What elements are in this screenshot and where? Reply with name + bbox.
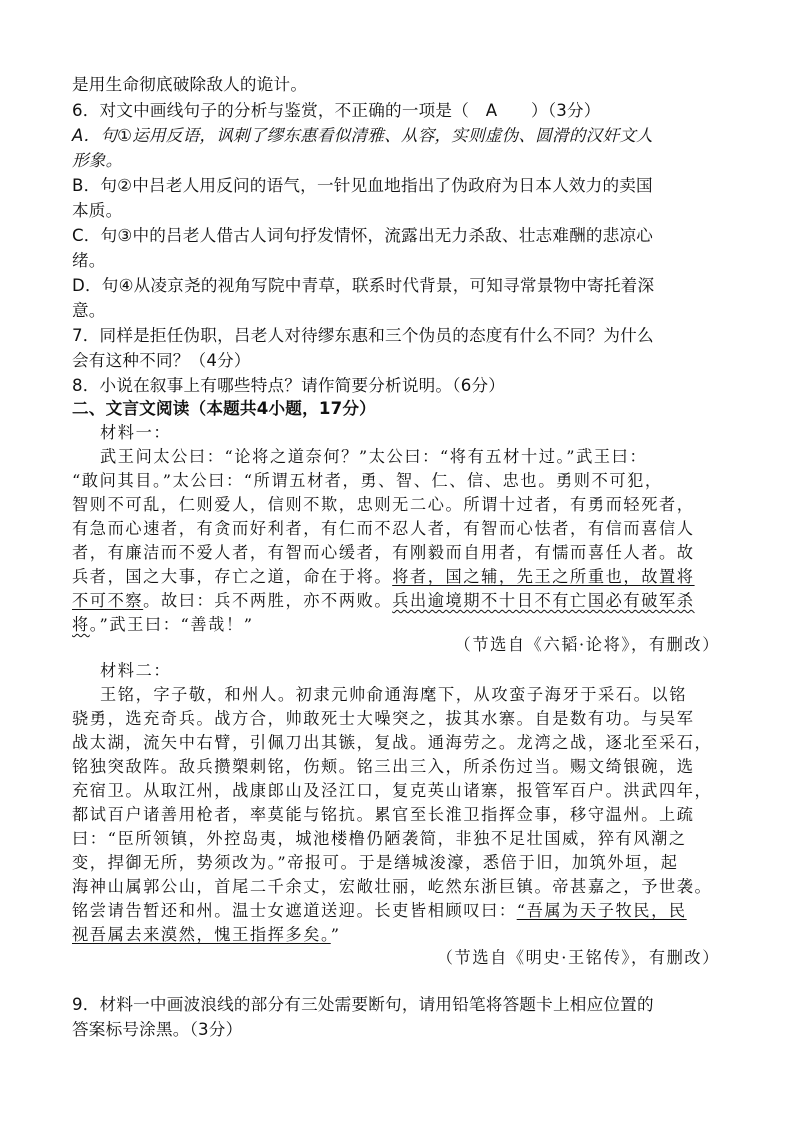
- question-7-cont: 会有这种不同？（4分）: [72, 351, 251, 370]
- plain-text: 。故曰：兵不两胜，亦不两败。: [143, 591, 393, 610]
- wavy-underlined-sentence: 兵出逾境期不十日不有亡国必有破军杀: [392, 591, 695, 610]
- option-b-cont: 本质。: [72, 201, 123, 220]
- passage-line: 曰：“臣所领镇，外控岛夷，城池楼橹仍陋袭简，非独不足壮国威，猝有风潮之: [72, 829, 687, 848]
- underlined-sentence: 不可不察: [72, 591, 144, 610]
- option-b: B．句②中吕老人用反问的语气，一针见血地指出了伪政府为日本人效力的卖国: [72, 176, 653, 195]
- source-citation: （节选自《明史·王铭传》，有删改）: [436, 948, 720, 967]
- wavy-underlined-sentence: 将: [72, 615, 90, 634]
- passage-line: 武王问太公曰：“论将之道奈何？”太公曰：“将有五材十过。”武王曰：: [100, 447, 648, 466]
- option-a-cont: 形象。: [72, 151, 123, 170]
- passage-line: 有急而心速者，有贪而好利者，有仁而不忍人者，有智而心怯者，有信而喜信人: [72, 519, 695, 538]
- underlined-sentence: 将者，国之辅，先王之所重也，故置将: [392, 567, 695, 586]
- underlined-sentence: “吾属为天子牧民，民: [516, 901, 687, 920]
- plain-text: 兵者，国之大事，存亡之道，命在于将。: [72, 567, 393, 586]
- plain-text: 铭尝请告暂还和州。温士女遮道送迎。长吏皆相顾叹曰：: [72, 901, 517, 920]
- question-7: 7．同样是拒任伪职，吕老人对待缪东惠和三个伪员的态度有什么不同？为什么: [72, 326, 654, 345]
- question-6: 6．对文中画线句子的分析与鉴赏，不正确的一项是（ A ）（3分）: [72, 101, 601, 120]
- section-heading: 二、文言文阅读（本题共4小题，17分）: [72, 399, 376, 418]
- text-line: 是用生命彻底破除敌人的诡计。: [72, 75, 308, 94]
- passage-line: 变，捍御无所，势须改为。”帝报可。于是缮城浚濠，悉倍于旧，加筑外垣，起: [72, 853, 679, 872]
- option-c: C．句③中的吕老人借古人词句抒发情怀，流露出无力杀敌、壮志难酬的悲凉心: [72, 226, 654, 245]
- passage-line: 王铭，字子敬，和州人。初隶元帅俞通海麾下，从攻蛮子海牙于采石。以铭: [100, 685, 687, 704]
- plain-text: 。”武王曰：“善哉！”: [89, 615, 254, 634]
- material-1-label: 材料一：: [100, 423, 172, 442]
- passage-line: 海神山属郭公山，首尾二千余丈，宏敞壮丽，屹然东浙巨镇。帝甚嘉之，予世袭。: [72, 877, 713, 896]
- passage-line: 骁勇，选充奇兵。战方合，帅敢死士大噪突之，拔其水寨。自是数有功。与吴军: [72, 709, 695, 728]
- passage-line: 充宿卫。从取江州，战康郎山及泾江口，复克英山诸寨，报管军百户。洪武四年，: [72, 781, 713, 800]
- option-d: D．句④从凌京尧的视角写院中青草，联系时代背景，可知寻常景物中寄托着深: [72, 276, 655, 295]
- passage-line: [72, 565, 695, 589]
- underlined-sentence: 视吾属去来漠然，愧王指挥多矣。: [72, 925, 331, 944]
- source-citation: （节选自《六韬·论将》，有删改）: [454, 635, 720, 654]
- question-9-cont: 答案标号涂黑。（3分）: [72, 1020, 243, 1039]
- passage-line: “敢问其目。”太公曰：“所谓五材者，勇、智、仁、信、忠也。勇则不可犯，: [72, 471, 663, 490]
- passage-line: [72, 613, 254, 637]
- plain-text: ”: [330, 925, 341, 944]
- passage-line: [72, 923, 341, 947]
- passage-line: 铭独突敌阵。敌兵攒槊刺铭，伤颊。铭三出三入，所杀伤过当。赐文绮银碗，选: [72, 757, 695, 776]
- passage-line: [72, 899, 687, 923]
- option-a: A．句①运用反语，讽刺了缪东惠看似清雅、从容，实则虚伪、圆滑的汉奸文人: [72, 126, 653, 145]
- passage-line: 者，有廉洁而不爱人者，有智而心缓者，有刚毅而自用者，有懦而喜任人者。故: [72, 543, 695, 562]
- passage-line: 智则不可乱，仁则爱人，信则不欺，忠则无二心。所谓十过者，有勇而轻死者，: [72, 495, 695, 514]
- question-9: 9．材料一中画波浪线的部分有三处需要断句，请用铅笔将答题卡上相应位置的: [72, 995, 654, 1014]
- option-c-cont: 绪。: [72, 251, 106, 270]
- passage-line: [72, 589, 695, 613]
- option-d-cont: 意。: [72, 301, 106, 320]
- passage-line: 战太湖，流矢中右臂，引佩刀出其镞，复战。通海劳之。龙湾之战，逐北至采石，: [72, 733, 713, 752]
- material-2-label: 材料二：: [100, 661, 172, 680]
- passage-line: 都试百户诸善用枪者，率莫能与铭抗。累官至长淮卫指挥佥事，移守温州。上疏: [72, 805, 695, 824]
- question-8: 8．小说在叙事上有哪些特点？请作简要分析说明。（6分）: [72, 376, 506, 395]
